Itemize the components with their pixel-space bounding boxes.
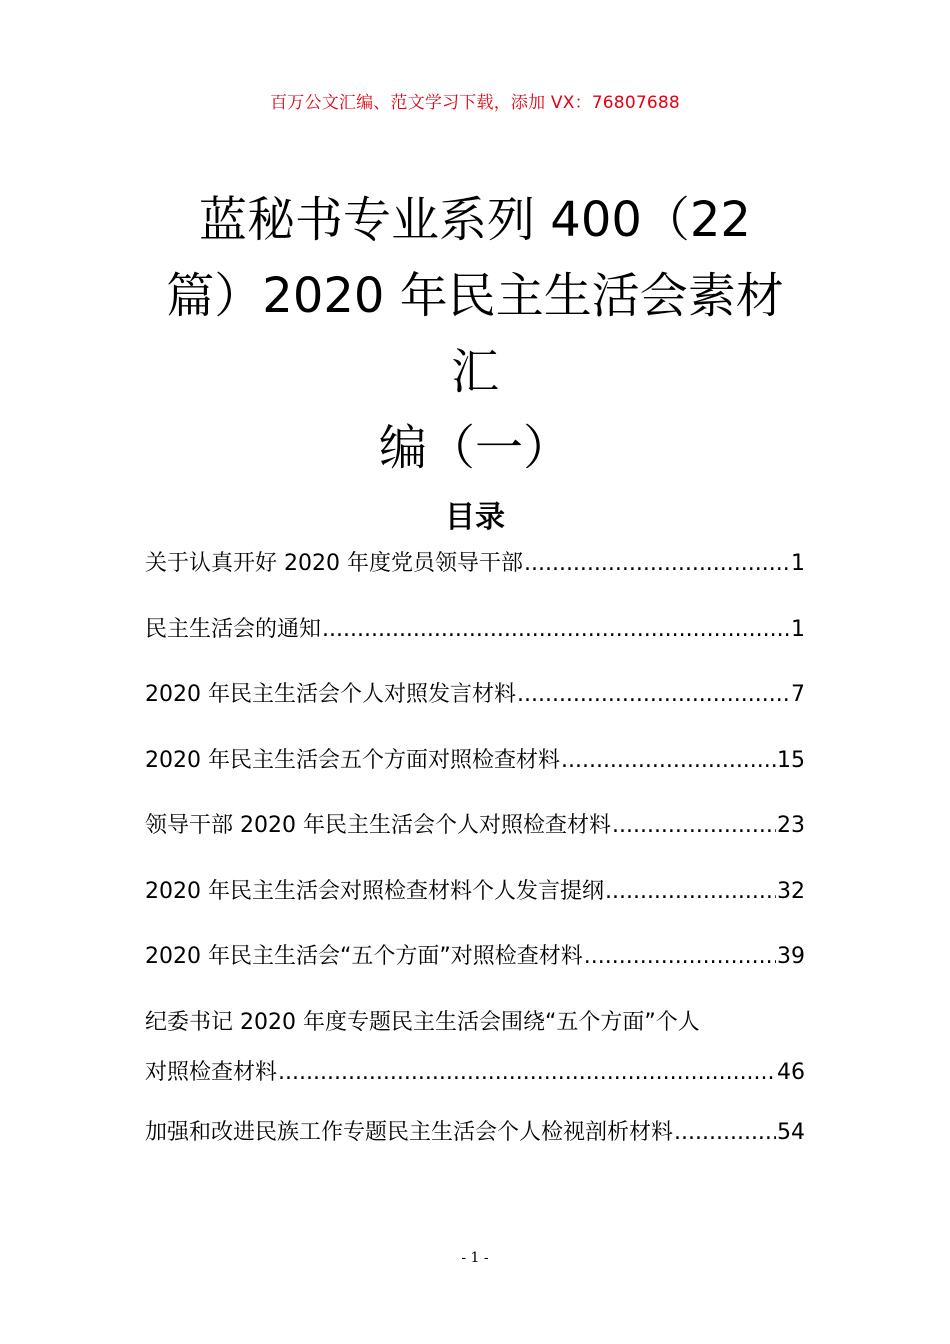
toc-entry[interactable] xyxy=(145,677,805,743)
toc-leader-dots xyxy=(561,748,776,773)
toc-entry-text: 民主生活会的通知 xyxy=(145,616,322,642)
toc-entry-page: 23 xyxy=(777,813,805,838)
toc-entry-page: 39 xyxy=(777,944,805,969)
toc-entry-page: 15 xyxy=(777,747,805,773)
toc-entry-page: 46 xyxy=(777,1059,805,1085)
title-line-1: 蓝秘书专业系列 400（22 xyxy=(199,192,751,249)
toc-entry[interactable] xyxy=(145,808,805,874)
table-of-contents xyxy=(145,546,805,1180)
toc-entry-line-2 xyxy=(145,1055,805,1086)
toc-entry-text: 2020 年民主生活会“五个方面”对照检查材料 xyxy=(145,944,583,969)
toc-entry-text-line-2: 对照检查材料 xyxy=(145,1059,278,1085)
toc-leader-dots xyxy=(605,879,776,904)
toc-leader-dots xyxy=(524,551,790,576)
toc-entry[interactable] xyxy=(145,743,805,809)
toc-entry-page: 32 xyxy=(777,878,805,904)
toc-entry-text: 加强和改进民族工作专题民主生活会个人检视剖析材料 xyxy=(145,1119,674,1145)
toc-entry-page: 54 xyxy=(777,1119,805,1145)
toc-leader-dots xyxy=(584,944,776,969)
toc-leader-dots xyxy=(278,1060,776,1085)
toc-leader-dots xyxy=(674,1120,776,1145)
toc-entry-text: 2020 年民主生活会个人对照发言材料 xyxy=(145,682,516,707)
toc-leader-dots xyxy=(612,813,776,838)
toc-entry-text: 领导干部 2020 年民主生活会个人对照检查材料 xyxy=(145,813,611,838)
footer-page-number: - 1 - xyxy=(461,1250,489,1266)
toc-entry-text: 2020 年民主生活会五个方面对照检查材料 xyxy=(145,747,560,773)
toc-entry-text-line-1: 纪委书记 2020 年度专题民主生活会围绕“五个方面”个人 xyxy=(145,1009,700,1035)
toc-entry-page: 1 xyxy=(791,551,805,576)
toc-leader-dots xyxy=(517,682,790,707)
toc-entry-text: 关于认真开好 2020 年度党员领导干部 xyxy=(145,551,523,576)
toc-entry[interactable] xyxy=(145,939,805,1005)
toc-entry[interactable] xyxy=(145,1005,805,1115)
toc-entry[interactable] xyxy=(145,874,805,940)
toc-entry-page: 1 xyxy=(791,616,805,642)
toc-entry-page: 7 xyxy=(791,682,805,707)
toc-entry[interactable] xyxy=(145,546,805,612)
toc-leader-dots xyxy=(322,617,790,642)
header-banner: 百万公文汇编、范文学习下载，添加 VX：76807688 xyxy=(270,93,680,113)
toc-entry-text: 2020 年民主生活会对照检查材料个人发言提纲 xyxy=(145,878,604,904)
title-line-3: 编（一） xyxy=(378,420,571,477)
document-title xyxy=(145,182,805,486)
toc-entry[interactable] xyxy=(145,612,805,678)
toc-entry[interactable] xyxy=(145,1115,805,1181)
title-line-2: 篇）2020 年民主生活会素材汇 xyxy=(166,268,784,401)
toc-heading: 目录 xyxy=(445,500,505,535)
